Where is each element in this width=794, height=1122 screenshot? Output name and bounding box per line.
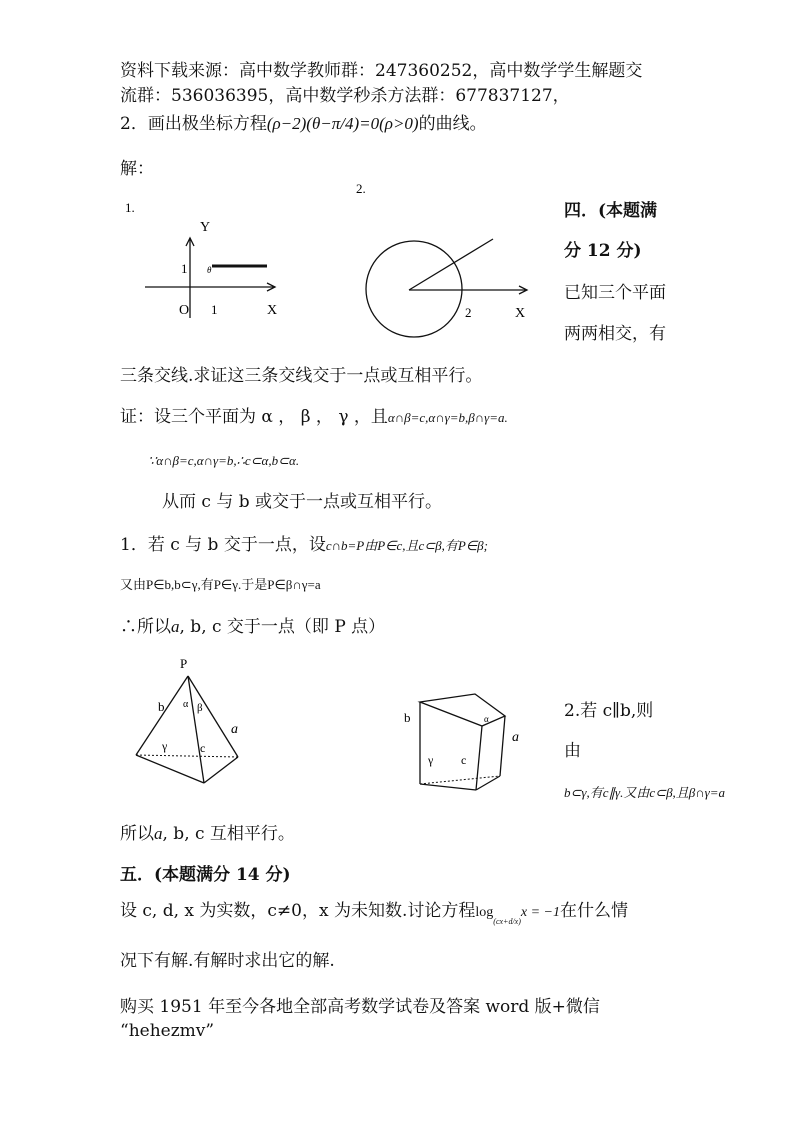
- section-5-log-rest: x = −1: [520, 905, 560, 920]
- figure-1-number: 1.: [125, 200, 135, 215]
- case-1-conclusion-pre: ∴所以: [120, 617, 171, 637]
- figure-2-x-label: X: [515, 306, 526, 321]
- prism-base-right: [476, 776, 500, 790]
- pyramid-alpha-label: α: [183, 699, 189, 710]
- section-5-log-base: (cx+d/x): [493, 917, 521, 926]
- case-2-line-1: 2.若 c∥b,则: [564, 701, 654, 721]
- section-5-title: 五．(本题满分 14 分): [120, 865, 291, 885]
- prism-top-face: [420, 694, 505, 726]
- prism-c-label: c: [461, 753, 467, 767]
- case-1-conclusion-post: , b, c 交于一点（即 P 点）: [179, 617, 386, 637]
- header-line-2: 流群：536036395，高中数学秒杀方法群：677837127，: [120, 86, 570, 106]
- case-1-conclusion-a: a: [171, 617, 180, 636]
- pyramid-gamma-label: γ: [162, 739, 168, 753]
- header-line-1: 资料下载来源：高中数学教师群：247360252，高中数学学生解题交: [120, 61, 643, 81]
- case-2-conclusion-a: a: [154, 824, 163, 843]
- section-4-title-b: 分 12 分): [564, 241, 642, 261]
- section-5-text-1-pre: 设 c, d, x 为实数，c≠0，x 为未知数.讨论方程: [120, 901, 476, 921]
- figure-2-number: 2.: [356, 181, 366, 196]
- figure-1-y-label: Y: [200, 220, 211, 235]
- case-2-conclusion-post: , b, c 互相平行。: [162, 824, 295, 844]
- figure-1-origin: O: [179, 303, 190, 318]
- case-1-prefix: 1．若 c 与 b 交于一点，设: [120, 535, 326, 555]
- proof-line-2: ∵α∩β=c,α∩γ=b,∴c⊂α,b⊂α.: [148, 453, 300, 468]
- case-1-math: c∩b=P由P∈c,且c⊂β,有P∈β;: [325, 538, 488, 553]
- figure-1-theta: θ: [207, 265, 212, 275]
- pyramid-b-label: b: [158, 699, 165, 714]
- figure-2-two: 2: [465, 305, 472, 320]
- prism-a-label: a: [512, 730, 519, 745]
- section-4-text-c: 三条交线.求证这三条交线交于一点或互相平行。: [120, 366, 483, 386]
- question-2-formula: (ρ−2)(θ−π/4)=0(ρ>0): [266, 114, 419, 133]
- prism-edge-c: [476, 726, 482, 790]
- pyramid-a-label: a: [231, 722, 238, 737]
- case-2-line-3: b⊂γ,有c∥γ.又由c⊂β,且β∩γ=a: [564, 785, 726, 800]
- section-5-text-1-post: 在什么情: [560, 901, 628, 921]
- pyramid-p-label: P: [180, 656, 188, 671]
- question-2-suffix: 的曲线。: [418, 114, 487, 134]
- case-2-conclusion-pre: 所以: [120, 824, 154, 844]
- section-4-text-b: 两两相交，有: [564, 324, 666, 344]
- section-4-title-a: 四．(本题满: [564, 201, 658, 221]
- figure-1-one-x: 1: [211, 302, 218, 317]
- proof-line-1-prefix: 证：设三个平面为 α ， β ， γ ，且: [120, 407, 388, 427]
- proof-line-1-math: α∩β=c,α∩γ=b,β∩γ=a.: [387, 410, 508, 425]
- section-4-text-a: 已知三个平面: [564, 283, 666, 303]
- solution-label: 解：: [120, 159, 154, 179]
- prism-alpha-label: α: [484, 714, 489, 724]
- case-2-line-2: 由: [564, 741, 581, 761]
- prism-base-front: [420, 784, 476, 790]
- proof-line-3: 从而 c 与 b 或交于一点或互相平行。: [162, 492, 443, 512]
- pyramid-c-label: c: [200, 741, 206, 755]
- question-2-prefix: 2．画出极坐标方程: [120, 114, 267, 134]
- footer-line-1: 购买 1951 年至今各地全部高考数学试卷及答案 word 版+微信: [120, 997, 600, 1017]
- figure-1-x-label: X: [267, 303, 278, 318]
- section-5-text-1: [120, 900, 628, 925]
- case-2-conclusion: [120, 823, 295, 845]
- prism-b-label: b: [404, 710, 411, 725]
- footer-line-2: “hehezmv”: [120, 1021, 215, 1041]
- case-1-line-2: 又由P∈b,b⊂γ,有P∈γ.于是P∈β∩γ=a: [120, 577, 321, 592]
- section-5-log: log: [475, 905, 494, 920]
- section-5-text-2: 况下有解.有解时求出它的解.: [120, 951, 335, 971]
- pyramid-beta-label: β: [197, 702, 203, 714]
- prism-gamma-label: γ: [428, 753, 434, 767]
- figure-1-one-y: 1: [181, 261, 188, 276]
- prism-edge-a: [500, 716, 505, 776]
